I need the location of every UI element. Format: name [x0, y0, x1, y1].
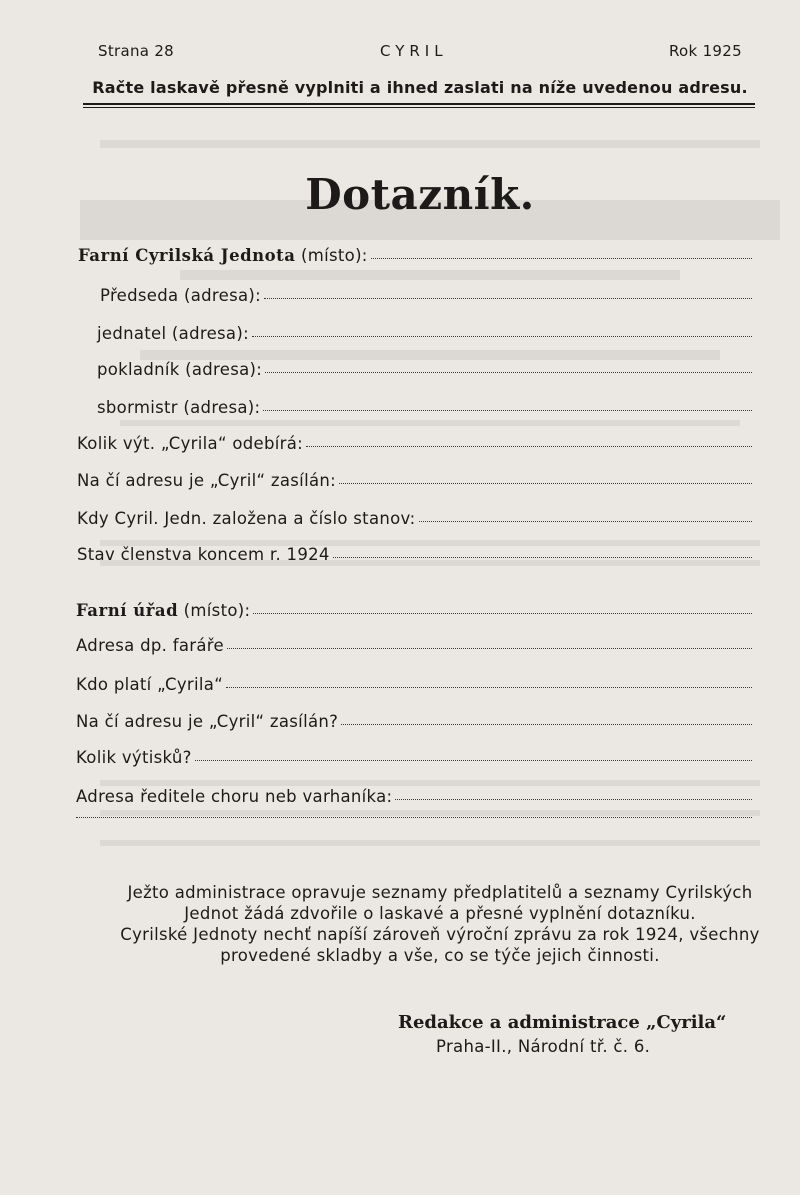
form-field-pokladnik[interactable] — [97, 360, 752, 384]
form-field-jednota[interactable] — [78, 246, 752, 270]
fill-line[interactable] — [341, 723, 752, 725]
fill-line[interactable] — [395, 798, 752, 800]
field-label: Kolik výtisků? — [76, 748, 192, 767]
fill-line[interactable] — [195, 759, 752, 761]
field-label: Na čí adresu je „Cyril“ zasílán? — [76, 712, 339, 731]
form-field-jednatel[interactable] — [97, 324, 752, 348]
fill-line[interactable] — [419, 520, 752, 522]
header-rule — [83, 103, 755, 105]
note-line: provedené skladby a vše, co se týče jejich činnosti. — [220, 946, 660, 965]
form-field-adresa-farare[interactable] — [76, 636, 752, 660]
instruction-line: Račte laskavě přesně vyplniti a ihned zaslati na níže uvedenou adresu. — [92, 78, 748, 97]
form-field-adresa-zasilan[interactable] — [77, 471, 752, 495]
form-field-adresa-zasilan-2[interactable] — [76, 712, 752, 736]
field-label: Kdo platí „Cyrila“ — [76, 675, 224, 694]
signature-name: Redakce a administrace „Cyrila“ — [398, 1012, 727, 1033]
field-label: Adresa ředitele choru neb varhaníka: — [76, 787, 393, 806]
field-label: Na čí adresu je „Cyril“ zasílán: — [77, 471, 336, 490]
page-title: Dotazník. — [305, 170, 535, 219]
fill-line[interactable] — [265, 371, 752, 373]
form-field-kdo-plati[interactable] — [76, 675, 752, 699]
fill-line[interactable] — [263, 409, 752, 411]
fill-line[interactable] — [264, 297, 752, 299]
fill-line[interactable] — [371, 257, 752, 259]
field-label: Stav členstva koncem r. 1924 — [77, 545, 330, 564]
header-rule-thin — [83, 107, 755, 108]
page-number: Strana 28 — [98, 42, 175, 60]
field-label: Kolik výt. „Cyrila“ odebírá: — [77, 434, 303, 453]
form-field-stav-clenstva[interactable] — [77, 545, 752, 569]
form-field-farni-urad[interactable] — [76, 601, 752, 625]
note-line: Ježto administrace opravuje seznamy předplatitelů a seznamy Cyrilských — [127, 883, 753, 902]
note-paragraph — [60, 882, 800, 966]
form-field-kolik-odebira[interactable] — [77, 434, 752, 458]
field-label: pokladník (adresa): — [97, 360, 263, 379]
signature-address: Praha-II., Národní tř. č. 6. — [436, 1037, 651, 1056]
note-line: Jednot žádá zdvořile o laskavé a přesné vyplnění dotazníku. — [184, 904, 696, 923]
form-field-extra-line[interactable] — [76, 818, 752, 842]
field-label: Farní úřad (místo): — [76, 601, 251, 620]
form-field-sbormistr[interactable] — [97, 398, 752, 422]
field-label: jednatel (adresa): — [97, 324, 249, 343]
form-field-reditel-choru[interactable] — [76, 787, 752, 811]
form-field-zalozena[interactable] — [77, 509, 752, 533]
fill-line[interactable] — [227, 647, 752, 649]
field-label: Adresa dp. faráře — [76, 636, 224, 655]
note-line: Cyrilské Jednoty nechť napíší zároveň výroční zprávu za rok 1924, všechny — [120, 925, 760, 944]
journal-name: CYRIL — [380, 42, 448, 60]
fill-line[interactable] — [76, 816, 752, 818]
field-label: sbormistr (adresa): — [97, 398, 261, 417]
form-field-kolik-vytisku[interactable] — [76, 748, 752, 772]
fill-line[interactable] — [252, 335, 752, 337]
field-label: Kdy Cyril. Jedn. založena a číslo stanov: — [77, 509, 416, 528]
fill-line[interactable] — [339, 482, 752, 484]
field-label: Farní Cyrilská Jednota (místo): — [78, 246, 368, 265]
year-label: Rok 1925 — [669, 42, 742, 60]
field-label: Předseda (adresa): — [100, 286, 261, 305]
fill-line[interactable] — [333, 556, 752, 558]
fill-line[interactable] — [253, 612, 752, 614]
fill-line[interactable] — [306, 445, 752, 447]
fill-line[interactable] — [226, 686, 752, 688]
form-field-predseda[interactable] — [100, 286, 752, 310]
